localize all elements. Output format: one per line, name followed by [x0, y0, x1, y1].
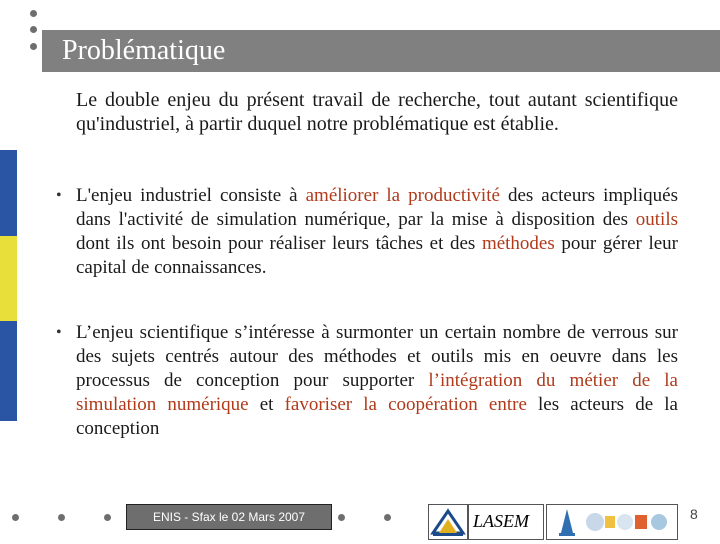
bullet2-highlight: favoriser la coopération entre: [284, 394, 527, 415]
intro-paragraph: Le double enjeu du présent travail de recherche, tout autant scientifique qu'industriel, à partir duquel notre problématique est établie.: [76, 89, 678, 135]
enis-logo: [428, 504, 468, 540]
bullet-marker: •: [56, 324, 62, 341]
decor-dot: [30, 43, 37, 50]
bullet1-highlight: outils: [635, 209, 678, 230]
gilco-logo-icon: [547, 505, 677, 539]
decor-dot: [104, 514, 111, 521]
footer-event: ENIS - Sfax le 02 Mars 2007: [126, 504, 332, 530]
title-bar: [42, 30, 720, 72]
decor-dot: [338, 514, 345, 521]
bullet2-text: L’enjeu scientifique s’intéresse à surmonter un certain nombre de verrous sur des sujets centrés autour des méthodes et outils mis en oeuvre dans les processus de conception pour supporter: [76, 322, 678, 391]
decor-dot: [30, 26, 37, 33]
bullet1-text: pour gérer leur capital de connaissances.: [76, 233, 678, 278]
decor-dot: [30, 10, 37, 17]
decor-dot: [384, 514, 391, 521]
bullet1-text: L'enjeu industriel consiste à: [76, 185, 306, 206]
side-strip-blue: [0, 150, 17, 236]
side-strip-blue-lower: [0, 321, 17, 421]
bullet2-text: et: [248, 394, 285, 415]
decor-dot: [58, 514, 65, 521]
lasem-logo: [468, 504, 544, 540]
slide-title: Problématique: [62, 35, 226, 66]
bullet-marker: •: [56, 187, 62, 204]
page-number: 8: [690, 506, 698, 522]
bullet1-text: dont ils ont besoin pour réaliser leurs tâches et des: [76, 233, 482, 254]
bullet1-highlight: améliorer la productivité: [305, 185, 500, 206]
decor-dot: [12, 514, 19, 521]
lasem-label: LASEM: [473, 511, 529, 531]
side-strip-yellow: [0, 236, 17, 321]
enis-logo-icon: [429, 505, 467, 539]
bullet-industrial: [56, 184, 679, 280]
bullet1-text: des acteurs impliqués dans l'activité de simulation numérique, par la mise à disposition des: [76, 185, 679, 230]
bullet-scientific: [56, 321, 678, 441]
bullet2-text: les acteurs de la conception: [76, 394, 678, 439]
gilco-logo: [546, 504, 678, 540]
bullet1-highlight: méthodes: [481, 233, 555, 254]
bullet2-highlight: l’intégration du métier de la simulation numérique: [76, 370, 678, 415]
